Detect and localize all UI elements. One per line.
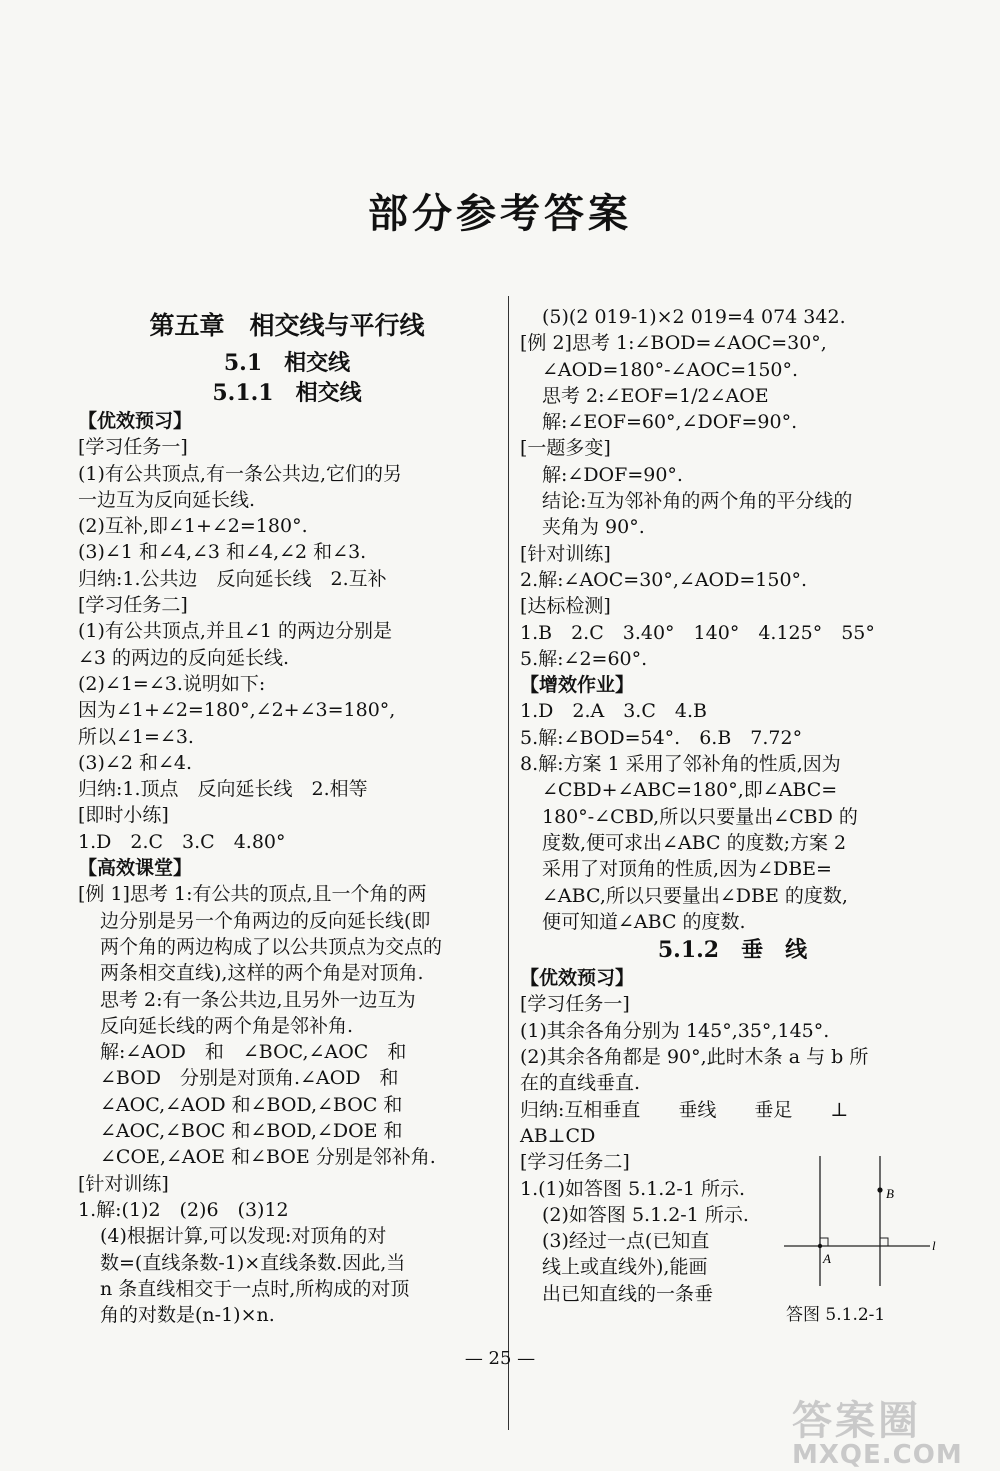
answer-line: 归纳:1.公共边 反向延长线 2.互补: [78, 567, 387, 590]
answer-line: (2)∠1=∠3.说明如下:: [78, 672, 266, 695]
answer-line: [例 1]思考 1:有公共的顶点,且一个角的两: [78, 883, 427, 906]
answer-line: (1)有公共顶点,有一条公共边,它们的另: [78, 462, 402, 485]
point-a-label: A: [823, 1251, 831, 1266]
answer-line: 归纳:互相垂直 垂线 垂足 ⊥: [520, 1098, 849, 1121]
answer-line: 5.1.1 相交线: [212, 380, 362, 406]
answer-line: 在的直线垂直.: [520, 1072, 641, 1095]
answer-line: 1.B 2.C 3.40° 140° 4.125° 55°: [520, 621, 875, 644]
answer-line: 采用了对顶角的性质,因为∠DBE=: [542, 858, 832, 881]
answer-line: 解:∠EOF=60°,∠DOF=90°.: [542, 411, 798, 434]
answer-line: 角的对数是(n-1)×n.: [100, 1304, 275, 1327]
answer-line: 解:∠AOD 和 ∠BOC,∠AOC 和: [100, 1041, 407, 1064]
answer-line: (2)如答图 5.1.2-1 所示.: [542, 1203, 749, 1226]
left-column: [78, 304, 496, 1328]
page-title: 部分参考答案: [368, 190, 632, 237]
answer-line: [一题多变]: [520, 437, 611, 460]
answer-line: 2.解:∠AOC=30°,∠AOD=150°.: [520, 568, 808, 591]
page-number: — 25 —: [464, 1348, 536, 1369]
line-l-label: l: [932, 1238, 936, 1253]
answer-line: 反向延长线的两个角是邻补角.: [100, 1014, 354, 1037]
answer-line: 1.D 2.C 3.C 4.80°: [78, 830, 286, 853]
answer-line: [即时小练]: [78, 804, 169, 827]
answer-line: 两条相交直线),这样的两个角是对顶角.: [100, 962, 424, 985]
answer-line: (3)∠1 和∠4,∠3 和∠4,∠2 和∠3.: [78, 541, 367, 564]
answer-line: (3)∠2 和∠4.: [78, 751, 193, 774]
answer-line: 边分别是另一个角两边的反向延长线(即: [100, 909, 431, 932]
answer-line: (1)有公共顶点,并且∠1 的两边分别是: [78, 620, 393, 643]
answer-line: ∠AOD=180°-∠AOC=150°.: [542, 358, 799, 381]
answer-line: [学习任务一]: [520, 993, 630, 1016]
answer-line: 8.解:方案 1 采用了邻补角的性质,因为: [520, 753, 841, 776]
answer-line: (2)互补,即∠1+∠2=180°.: [78, 515, 308, 538]
answer-line: AB⊥CD: [520, 1124, 596, 1147]
answer-line: 两个角的两边构成了以公共顶点为交点的: [100, 935, 443, 958]
answer-line: 线上或直线外),能画: [542, 1256, 708, 1279]
answer-line: (3)经过一点(已知直: [542, 1230, 710, 1253]
answer-line: 5.1.2 垂 线: [657, 937, 808, 964]
figure-caption: 答图 5.1.2-1: [786, 1305, 886, 1325]
answer-line: 数=(直线条数-1)×直线条数.因此,当: [100, 1251, 406, 1274]
answer-line: 夹角为 90°.: [542, 516, 645, 539]
answer-line: 【优效预习】: [78, 410, 193, 432]
perpendicular-figure: [780, 1148, 950, 1288]
answer-line: ∠AOC,∠BOC 和∠BOD,∠DOE 和: [100, 1120, 403, 1143]
answer-line: (1)其余各角分别为 145°,35°,145°.: [520, 1019, 830, 1042]
answer-line: 思考 2:∠EOF=1/2∠AOE: [542, 384, 769, 407]
answer-line: ∠3 的两边的反向延长线.: [78, 646, 290, 669]
answer-line: 5.解:∠BOD=54°. 6.B 7.72°: [520, 726, 803, 749]
answer-line: ∠CBD+∠ABC=180°,即∠ABC=: [542, 779, 838, 802]
answer-line: 5.解:∠2=60°.: [520, 647, 648, 670]
answer-line: 【增效作业】: [520, 674, 635, 697]
point-b-label: B: [886, 1186, 894, 1201]
watermark: [792, 1400, 963, 1469]
watermark-url: MXQE.COM: [792, 1440, 963, 1470]
answer-line: 出已知直线的一条垂: [542, 1282, 714, 1305]
watermark-logo-text: 答案圈: [792, 1398, 921, 1444]
answer-line: 1.(1)如答图 5.1.2-1 所示.: [520, 1177, 746, 1200]
answer-line: ∠COE,∠AOE 和∠BOE 分别是邻补角.: [100, 1146, 436, 1169]
answer-line: (2)其余各角都是 90°,此时木条 a 与 b 所: [520, 1046, 869, 1069]
answer-line: 第五章 相交线与平行线: [149, 311, 425, 340]
answer-line: 1.D 2.A 3.C 4.B: [520, 700, 707, 723]
answer-line: 因为∠1+∠2=180°,∠2+∠3=180°,: [78, 699, 396, 722]
answer-line: [学习任务二]: [78, 594, 188, 617]
answer-line: [针对训练]: [520, 542, 611, 565]
answer-line: [例 2]思考 1:∠BOD=∠AOC=30°,: [520, 332, 827, 355]
answer-line: (4)根据计算,可以发现:对顶角的对: [100, 1225, 387, 1248]
answer-line: 1.解:(1)2 (2)6 (3)12: [78, 1198, 289, 1221]
answer-line: 解:∠DOF=90°.: [542, 463, 683, 486]
answer-line: 结论:互为邻补角的两个角的平分线的: [542, 490, 853, 513]
answer-line: 5.1 相交线: [223, 350, 351, 376]
answer-line: 便可知道∠ABC 的度数.: [542, 910, 746, 933]
answer-line: ∠ABC,所以只要量出∠DBE 的度数,: [542, 884, 848, 907]
answer-line: 【高效课堂】: [78, 857, 193, 880]
answer-line: 180°-∠CBD,所以只要量出∠CBD 的: [542, 805, 858, 828]
answer-line: ∠AOC,∠AOD 和∠BOD,∠BOC 和: [100, 1093, 403, 1116]
column-divider: [508, 296, 509, 1430]
answer-line: 所以∠1=∠3.: [78, 725, 194, 748]
answer-line: [学习任务一]: [78, 436, 188, 459]
answer-line: 思考 2:有一条公共边,且另外一边互为: [100, 988, 416, 1011]
answer-line: 一边互为反向延长线.: [78, 488, 256, 511]
answer-line: ∠BOD 分别是对顶角.∠AOD 和: [100, 1067, 399, 1090]
answer-line: 【优效预习】: [520, 967, 635, 990]
answer-line: 度数,便可求出∠ABC 的度数;方案 2: [542, 831, 847, 854]
answer-line: n 条直线相交于一点时,所构成的对顶: [100, 1277, 410, 1300]
answer-line: [达标检测]: [520, 595, 611, 618]
answer-line: 归纳:1.顶点 反向延长线 2.相等: [78, 778, 368, 801]
answer-line: [针对训练]: [78, 1172, 169, 1195]
answer-line: [学习任务二]: [520, 1151, 630, 1174]
answer-line: (5)(2 019-1)×2 019=4 074 342.: [542, 306, 846, 328]
